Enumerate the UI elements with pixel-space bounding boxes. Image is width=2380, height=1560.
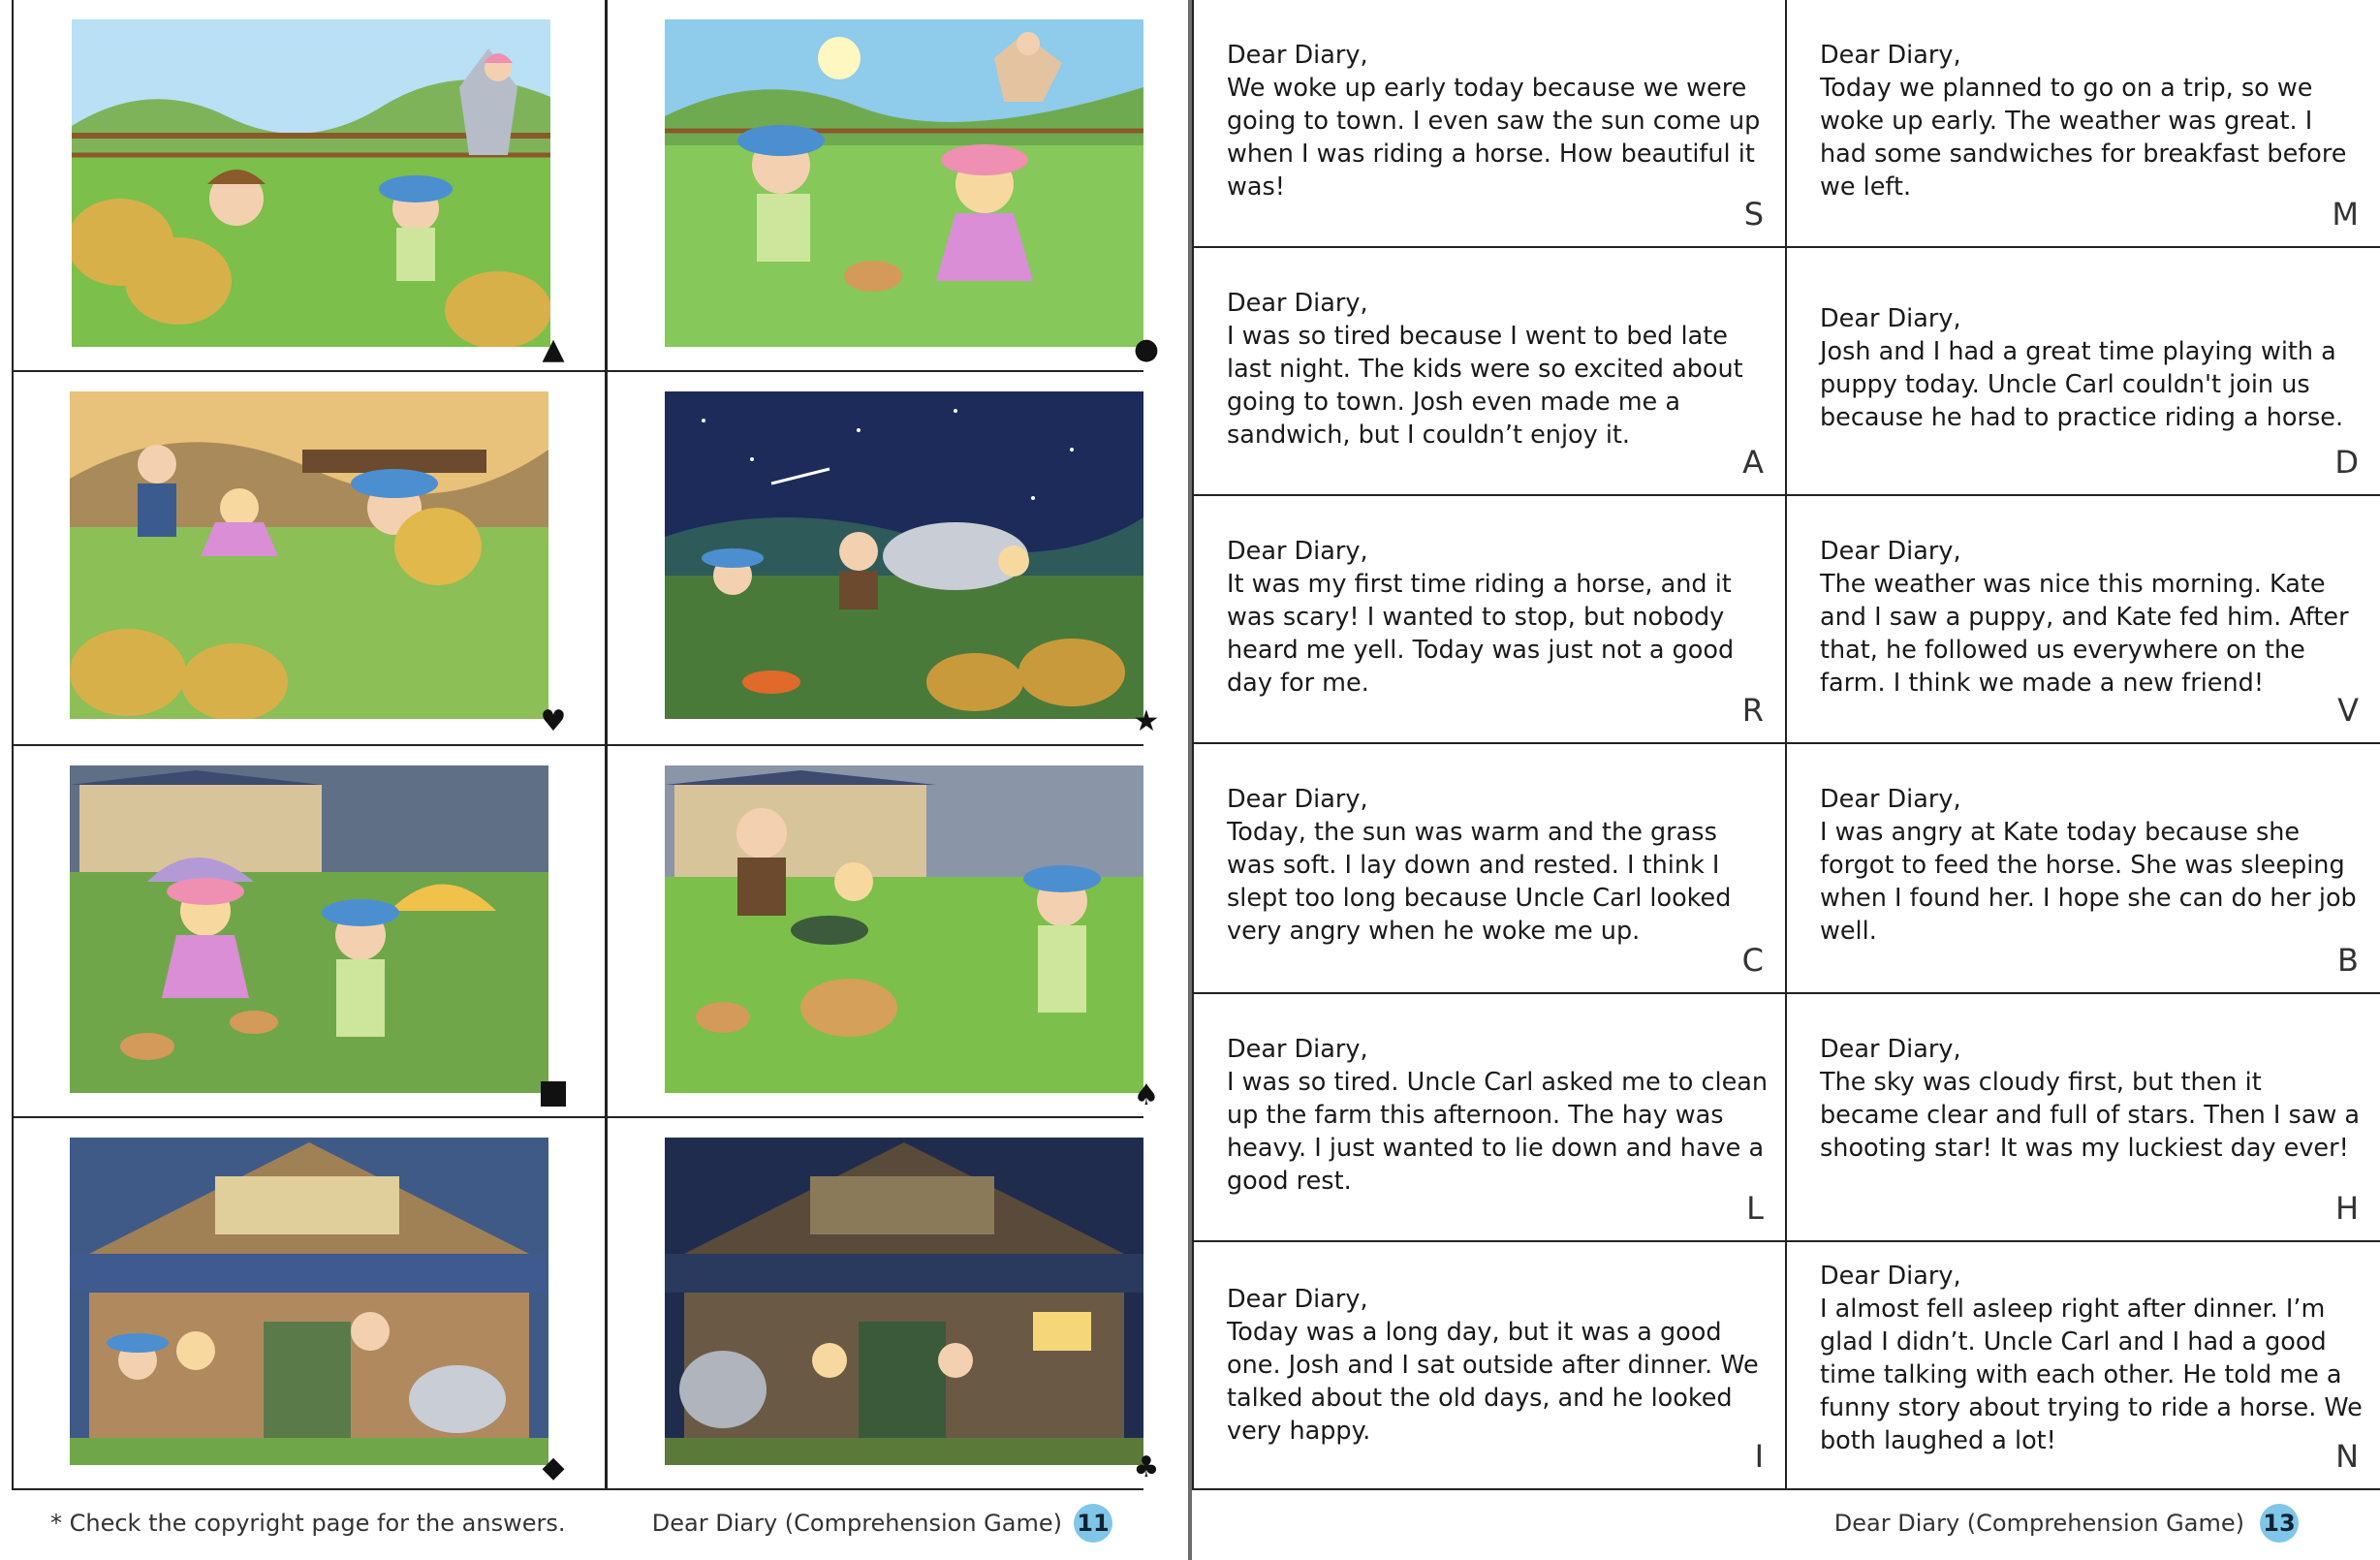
entry-letter: M	[2332, 196, 2359, 233]
diary-entry-card[interactable]	[1787, 0, 2380, 246]
footer-title: Dear Diary (Comprehension Game)	[1833, 1510, 2244, 1537]
scene-illustration	[70, 765, 548, 1093]
diary-entry-text: Dear Diary, I was so tired because I went to bed late last night. The kids were so excited about going to town. Josh even made me a sandwich, but I couldn’t enjoy it.	[1227, 289, 1743, 450]
entry-letter: H	[2334, 1190, 2359, 1227]
picture-card[interactable]	[605, 1118, 1171, 1490]
entry-letter: R	[1741, 692, 1764, 729]
footer-title: Dear Diary (Comprehension Game)	[651, 1510, 1062, 1537]
diary-entry-text: Dear Diary, The sky was cloudy first, but then it became clear and full of stars. Then I saw a shooting star! It was my luckiest day ever!	[1820, 1035, 2361, 1163]
entry-letter: V	[2337, 692, 2359, 729]
footer-note: * Check the copyright page for the answers.	[50, 1510, 566, 1537]
scene-illustration	[665, 765, 1143, 1093]
diary-entry-text: Dear Diary, Today we planned to go on a trip, so we woke up early. The weather was great. I had some sandwiches for breakfast before we left.	[1820, 41, 2347, 202]
diary-entry-card[interactable]	[1194, 496, 1785, 742]
page-number-badge: 13	[2260, 1504, 2299, 1543]
circle-icon: ●	[1133, 332, 1160, 366]
entry-letter: N	[2335, 1438, 2359, 1475]
left-page	[0, 0, 1188, 1560]
right-page-footer	[1192, 1490, 2380, 1560]
diary-entry-card[interactable]	[1194, 744, 1785, 992]
spade-icon: ♠	[1133, 1078, 1160, 1112]
diary-entry-card[interactable]	[1787, 248, 2380, 494]
picture-card-grid	[12, 0, 1160, 1490]
scene-illustration	[70, 391, 548, 719]
scene-illustration	[665, 1138, 1143, 1465]
scene-illustration	[70, 1138, 548, 1465]
scene-illustration	[72, 19, 550, 347]
left-page-footer	[12, 1490, 1143, 1560]
diary-entry-card[interactable]	[1194, 0, 1785, 246]
diary-entry-card[interactable]	[1194, 248, 1785, 494]
diary-entry-text: Dear Diary, I almost fell asleep right after dinner. I’m glad I didn’t. Uncle Carl and I had a good time talking with each other. He told me a funny story about trying to ride a horse. We both laughed a lot!	[1820, 1262, 2363, 1455]
diary-entry-card[interactable]	[1787, 744, 2380, 992]
heart-icon: ♥	[540, 704, 567, 738]
entry-letter: D	[2334, 444, 2359, 481]
diary-entry-text: Dear Diary, Today was a long day, but it was a good one. Josh and I sat outside after dinner. We talked about the old days, and he looked very happy.	[1227, 1285, 1759, 1446]
diary-entry-card[interactable]	[1194, 1242, 1785, 1488]
square-icon	[541, 1081, 566, 1107]
diamond-icon: ◆	[542, 1451, 565, 1484]
triangle-icon: ▲	[542, 332, 565, 366]
diary-entry-text: Dear Diary, Today, the sun was warm and the grass was soft. I lay down and rested. I think I slept too long because Uncle Carl looked very angry when he woke me up.	[1227, 785, 1732, 946]
picture-card[interactable]	[12, 1118, 578, 1490]
entry-letter: L	[1746, 1190, 1764, 1227]
diary-entry-text: Dear Diary, I was angry at Kate today because she forgot to feed the horse. She was sleeping when I found her. I hope she can do her job well.	[1820, 785, 2357, 946]
diary-entry-text: Dear Diary, Josh and I had a great time playing with a puppy today. Uncle Carl couldn't join us because he had to practice riding a horse.	[1820, 304, 2344, 432]
entry-letter: S	[1743, 196, 1764, 233]
picture-card[interactable]	[605, 746, 1171, 1118]
entry-letter: C	[1741, 942, 1764, 979]
diary-entry-card[interactable]	[1787, 496, 2380, 742]
entry-letter: I	[1754, 1438, 1764, 1475]
picture-card[interactable]	[605, 372, 1171, 744]
diary-entry-text: Dear Diary, I was so tired. Uncle Carl asked me to clean up the farm this afternoon. The hay was heavy. I just wanted to lie down and have a good rest.	[1227, 1035, 1769, 1196]
picture-card[interactable]	[605, 0, 1171, 372]
club-icon: ♣	[1133, 1451, 1160, 1484]
picture-card[interactable]	[12, 746, 578, 1118]
right-page	[1192, 0, 2380, 1560]
diary-entry-text: Dear Diary, We woke up early today because we were going to town. I even saw the sun come up when I was riding a horse. How beautiful it was!	[1227, 41, 1761, 202]
star-icon: ★	[1133, 704, 1160, 738]
scene-illustration	[665, 391, 1143, 719]
diary-entry-text: Dear Diary, The weather was nice this morning. Kate and I saw a puppy, and Kate fed him. After that, he followed us everywhere on the farm. I think we made a new friend!	[1820, 537, 2349, 698]
diary-entry-card[interactable]	[1194, 994, 1785, 1240]
diary-entry-card[interactable]	[1787, 1242, 2380, 1488]
entry-letter: B	[2337, 942, 2359, 979]
page-number-badge: 11	[1074, 1504, 1112, 1543]
picture-card[interactable]	[12, 372, 578, 744]
entry-letter: A	[1742, 444, 1764, 481]
diary-entry-card[interactable]	[1787, 994, 2380, 1240]
scene-illustration	[665, 19, 1143, 347]
diary-entry-text: Dear Diary, It was my first time riding a horse, and it was scary! I wanted to stop, but nobody heard me yell. Today was just not a good day for me.	[1227, 537, 1735, 698]
picture-card[interactable]	[12, 0, 578, 372]
